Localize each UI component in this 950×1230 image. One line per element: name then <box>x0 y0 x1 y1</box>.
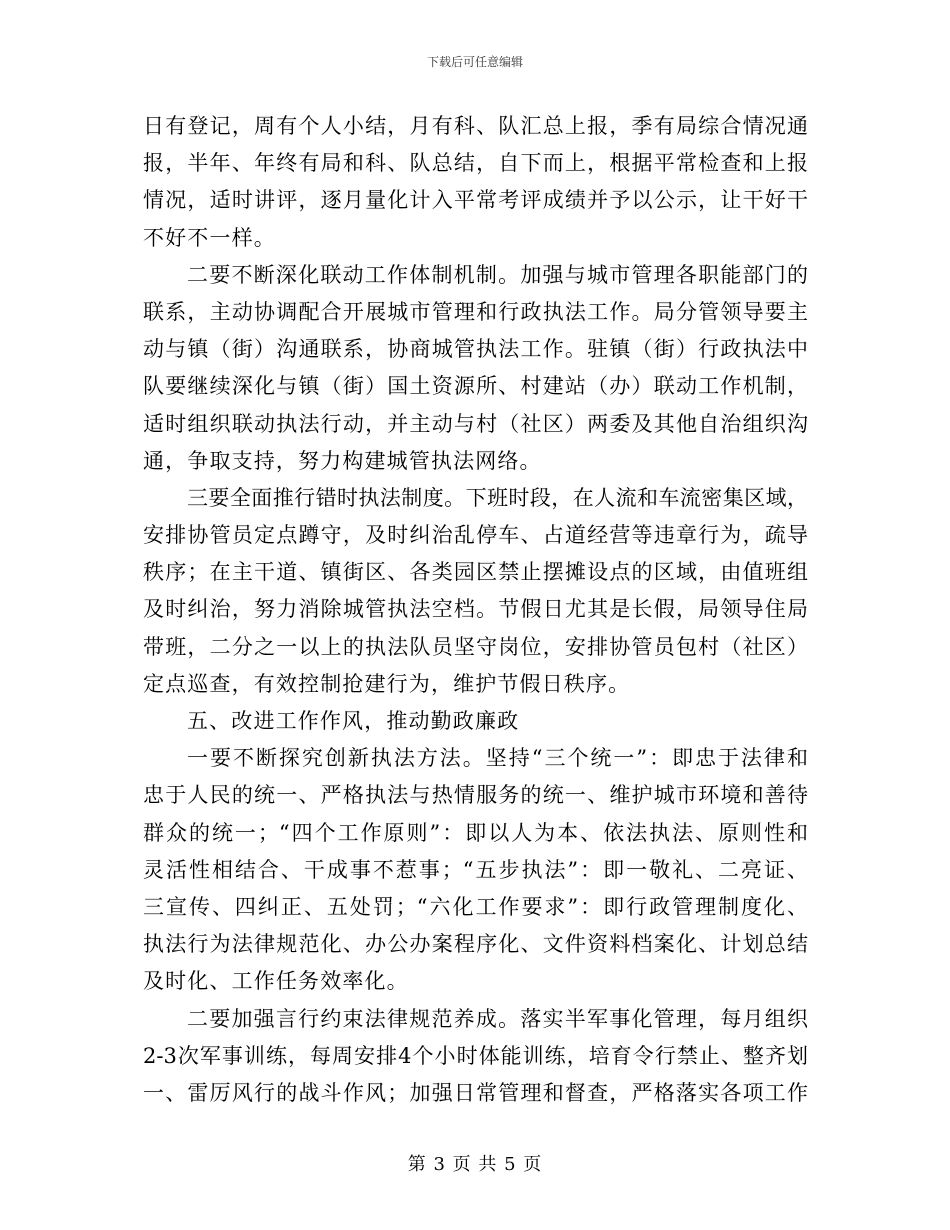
paragraph-line: 一、雷厉风行的战斗作风；加强日常管理和督查，严格落实各项工作 <box>143 1080 808 1105</box>
paragraph-line: 定点巡查，有效控制抢建行为，维护节假日秩序。 <box>143 671 631 696</box>
paragraph <box>143 1001 808 1113</box>
paragraph <box>143 257 808 480</box>
paragraph-line: 带班，二分之一以上的执法队员坚守岗位，安排协管员包村（社区） <box>143 634 808 659</box>
paragraph-line: 报，半年、年终有局和科、队总结，自下而上，根据平常检查和上报 <box>143 151 808 176</box>
paragraph-line: 灵活性相结合、干成事不惹事；“五步执法”：即一敬礼、二亮证、 <box>143 857 808 882</box>
paragraph-line: 一要不断探究创新执法方法。坚持“三个统一”：即忠于法律和 <box>187 746 808 771</box>
paragraph-line: 2-3次军事训练，每周安排4个小时体能训练，培育令行禁止、整齐划 <box>143 1043 808 1068</box>
paragraph-line: 动与镇（街）沟通联系，协商城管执法工作。驻镇（街）行政执法中 <box>143 337 808 362</box>
paragraph <box>143 480 808 703</box>
paragraph-line: 队要继续深化与镇（街）国土资源所、村建站（办）联动工作机制， <box>143 374 808 399</box>
paragraph-line: 群众的统一；“四个工作原则”：即以人为本、依法执法、原则性和 <box>143 820 808 845</box>
paragraph-line: 通，争取支持，努力构建城管执法网络。 <box>143 448 542 473</box>
paragraph-line: 联系，主动协调配合开展城市管理和行政执法工作。局分管领导要主 <box>143 299 808 324</box>
paragraph-line: 忠于人民的统一、严格执法与热情服务的统一、维护城市环境和善待 <box>143 783 808 808</box>
paragraph-line: 适时组织联动执法行动，并主动与村（社区）两委及其他自治组织沟 <box>143 411 808 436</box>
paragraph-line: 及时纠治，努力消除城管执法空档。节假日尤其是长假，局领导住局 <box>143 597 808 622</box>
paragraph-line: 三要全面推行错时执法制度。下班时段，在人流和车流密集区域， <box>187 485 808 510</box>
paragraph-line: 安排协管员定点蹲守，及时纠治乱停车、占道经营等违章行为，疏导 <box>143 523 808 548</box>
page-body <box>143 108 808 1112</box>
paragraph-line: 二要不断深化联动工作体制机制。加强与城市管理各职能部门的 <box>187 262 808 287</box>
paragraph-line: 执法行为法律规范化、办公办案程序化、文件资料档案化、计划总结 <box>143 932 808 957</box>
paragraph-line: 二要加强言行约束法律规范养成。落实半军事化管理，每月组织 <box>187 1006 808 1031</box>
section-heading: 五、改进工作作风，推动勤政廉政 <box>187 709 520 733</box>
paragraph <box>143 740 808 1000</box>
page-header-note: 下载后可任意编辑 <box>426 55 523 69</box>
paragraph-line: 日有登记，周有个人小结，月有科、队汇总上报，季有局综合情况通 <box>143 114 808 138</box>
paragraph-line: 三宣传、四纠正、五处罚；“六化工作要求”：即行政管理制度化、 <box>143 894 808 919</box>
paragraph-line: 情况，适时讲评，逐月量化计入平常考评成绩并予以公示，让干好干 <box>143 188 808 213</box>
paragraph-line: 及时化、工作任务效率化。 <box>143 969 409 994</box>
paragraph <box>143 108 808 257</box>
paragraph-line: 不好不一样。 <box>143 225 276 250</box>
paragraph-line: 秩序；在主干道、镇街区、各类园区禁止摆摊设点的区域，由值班组 <box>143 560 808 585</box>
page-number: 第 3 页 共 5 页 <box>407 1154 543 1175</box>
